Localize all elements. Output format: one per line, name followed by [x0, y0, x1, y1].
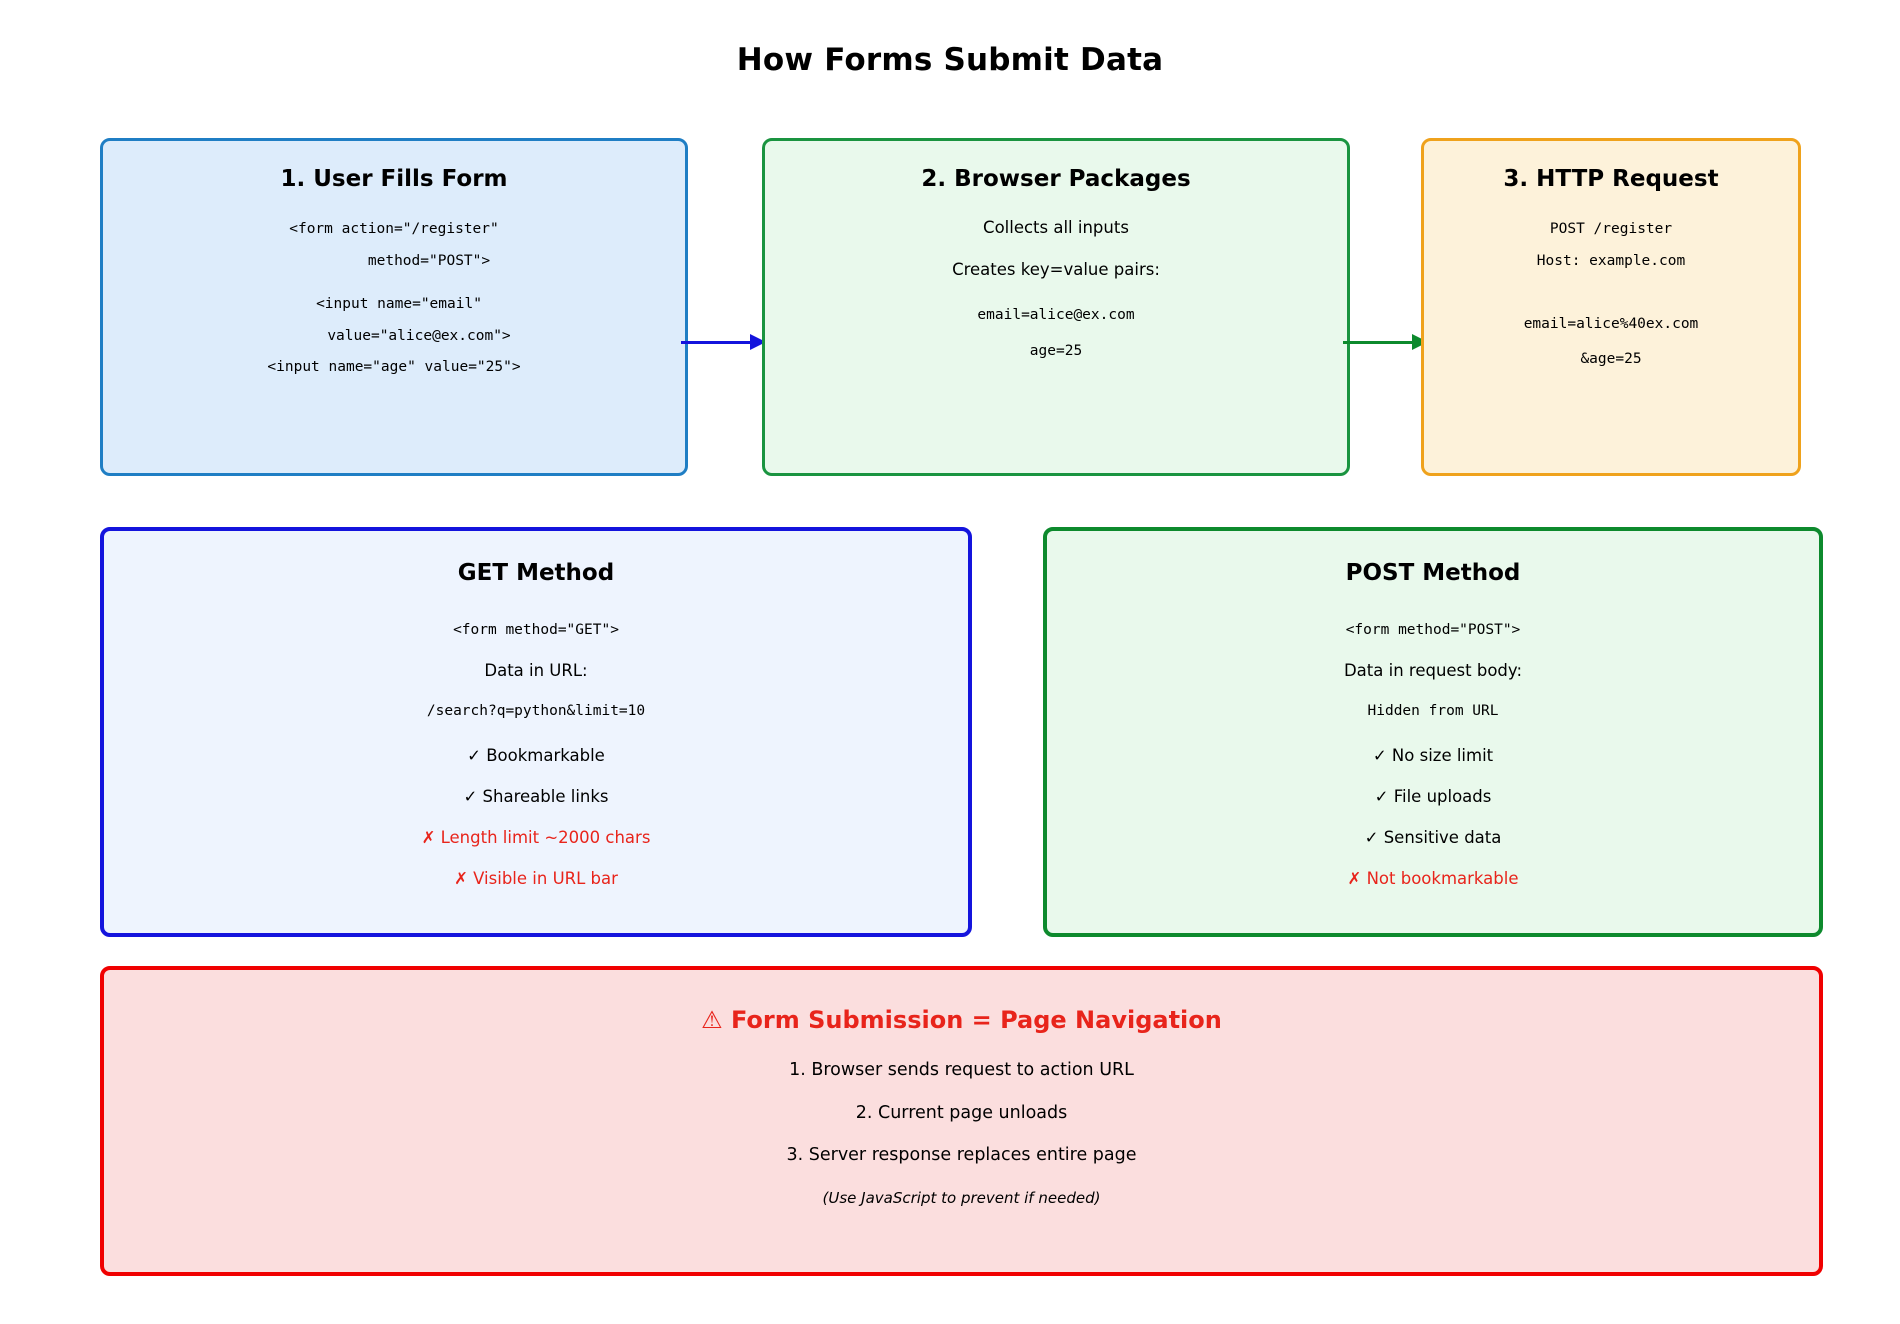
- stage-1-line-3: <input name="email": [316, 296, 482, 312]
- stage-1-line-4: value="alice@ex.com">: [327, 327, 511, 344]
- stage-3-line-2: Host: example.com: [1536, 252, 1686, 269]
- stage-2-line-1: Collects all inputs: [983, 218, 1129, 237]
- post-method-point-3: ✓ Sensitive data: [1364, 827, 1502, 847]
- get-method-heading: GET Method: [457, 560, 615, 586]
- stage-3-line-5: &age=25: [1580, 351, 1642, 367]
- stage-1-line-2: method="POST">: [367, 252, 491, 269]
- arrow-stage2-to-stage3: [1343, 341, 1427, 344]
- warning-heading: ⚠ Form Submission = Page Navigation: [701, 1006, 1222, 1034]
- stage-1-line-5: <input name="age" value="25">: [267, 359, 521, 375]
- stage-3-line-1: POST /register: [1549, 221, 1673, 237]
- post-method-example: Hidden from URL: [1367, 703, 1499, 719]
- stage-3-line-3: [1607, 285, 1616, 300]
- stage-2-line-2: Creates key=value pairs:: [952, 259, 1160, 279]
- warning-step-2: 2. Current page unloads: [855, 1102, 1068, 1123]
- post-method-heading: POST Method: [1345, 560, 1521, 586]
- get-method-point-2: ✓ Shareable links: [463, 786, 609, 806]
- stage-2-line-4: age=25: [1029, 342, 1083, 359]
- get-method-point-4: ✗ Visible in URL bar: [454, 868, 618, 888]
- stage-1-line-1: <form action="/register": [289, 221, 499, 237]
- get-method-example: /search?q=python&limit=10: [426, 703, 646, 719]
- stage-2-heading: 2. Browser Packages: [921, 166, 1191, 192]
- post-method-subtitle: Data in request body:: [1343, 660, 1523, 680]
- stage-browser-packages: [762, 138, 1350, 476]
- post-method-point-4: ✗ Not bookmarkable: [1347, 868, 1519, 888]
- get-method-box: [100, 527, 972, 937]
- stage-3-line-4: email=alice%40ex.com: [1523, 315, 1699, 332]
- warning-step-3: 3. Server response replaces entire page: [786, 1145, 1137, 1165]
- post-method-point-2: ✓ File uploads: [1374, 786, 1492, 806]
- post-method-point-1: ✓ No size limit: [1372, 745, 1494, 765]
- warning-box: [100, 966, 1823, 1276]
- post-method-box: [1043, 527, 1823, 937]
- post-method-code: <form method="POST">: [1345, 622, 1521, 638]
- page-title: How Forms Submit Data: [736, 42, 1164, 78]
- get-method-point-3: ✗ Length limit ~2000 chars: [421, 827, 651, 847]
- stage-1-heading: 1. User Fills Form: [280, 166, 508, 192]
- stage-user-fills-form: [100, 138, 688, 476]
- stage-3-heading: 3. HTTP Request: [1503, 166, 1719, 192]
- warning-note: (Use JavaScript to prevent if needed): [822, 1188, 1101, 1207]
- stage-2-line-3: email=alice@ex.com: [977, 307, 1135, 323]
- get-method-code: <form method="GET">: [453, 622, 619, 638]
- arrow-stage1-to-stage2: [681, 341, 765, 344]
- warning-step-1: 1. Browser sends request to action URL: [789, 1060, 1134, 1080]
- get-method-point-1: ✓ Bookmarkable: [467, 745, 605, 765]
- get-method-subtitle: Data in URL:: [484, 660, 588, 680]
- stage-http-request: [1421, 138, 1801, 476]
